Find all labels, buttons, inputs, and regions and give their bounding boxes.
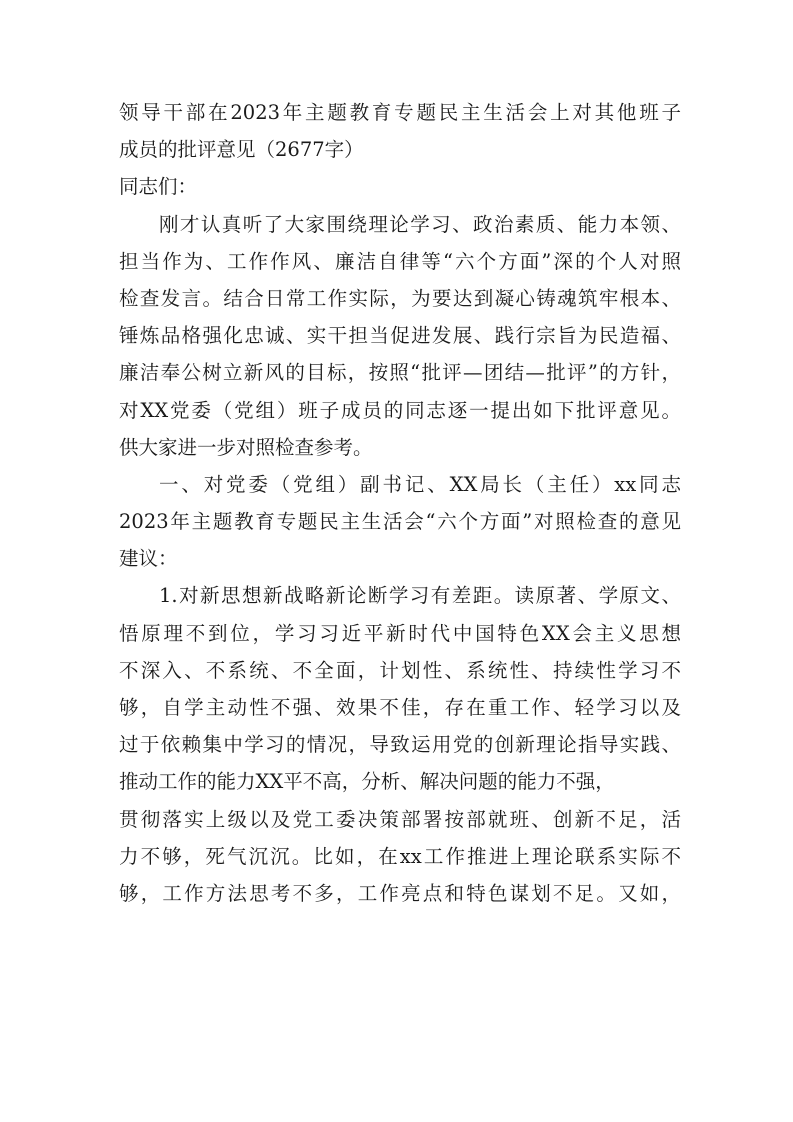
title-line-2: 成员的批评意见（2677字） xyxy=(119,138,364,162)
paragraph-line: 对XX党委（党组）班子成员的同志逐一提出如下批评意见。 xyxy=(119,398,681,422)
paragraph-line: 够，工作方法思考不多，工作亮点和特色谋划不足。又如， xyxy=(119,881,681,905)
paragraph-line: 贯彻落实上级以及党工委决策部署按部就班、创新不足，活 xyxy=(119,807,681,831)
paragraph-line: 2023年主题教育专题民主生活会“六个方面”对照检查的意见 xyxy=(119,510,681,534)
paragraph-item-1 xyxy=(119,577,681,912)
section-heading-1 xyxy=(119,466,681,578)
paragraph-line: 推动工作的能力XX平不高，分析、解决问题的能力不强， xyxy=(119,770,615,794)
paragraph-line: 刚才认真听了大家围绕理论学习、政治素质、能力本领、 xyxy=(159,212,681,236)
paragraph-intro xyxy=(119,206,681,466)
paragraph-line: 力不够，死气沉沉。比如，在xx工作推进上理论联系实际不 xyxy=(119,844,681,868)
paragraph-line: 够，自学主动性不强、效果不佳，存在重工作、轻学习以及 xyxy=(119,696,681,719)
salutation: 同志们： xyxy=(119,175,198,199)
paragraph-line: 担当作为、工作作风、廉洁自律等“六个方面”深的个人对照 xyxy=(119,249,681,273)
paragraph-line: 锤炼品格强化忠诚、实干担当促进发展、践行宗旨为民造福、 xyxy=(119,324,681,348)
paragraph-line: 过于依赖集中学习的情况，导致运用党的创新理论指导实践、 xyxy=(119,733,681,757)
paragraph-line: 悟原理不到位，学习习近平新时代中国特色XX会主义思想 xyxy=(119,621,681,645)
document-body xyxy=(119,94,681,912)
paragraph-line: 不深入、不系统、不全面，计划性、系统性、持续性学习不 xyxy=(119,658,681,682)
paragraph-line: 一、对党委（党组）副书记、XX局长（主任）xx同志 xyxy=(159,472,681,496)
paragraph-line: 廉洁奉公树立新风的目标，按照“批评—团结—批评”的方针， xyxy=(119,361,681,385)
paragraph-line: 1.对新思想新战略新论断学习有差距。读原著、学原文、 xyxy=(159,584,681,608)
paragraph-line: 检查发言。结合日常工作实际，为要达到凝心铸魂筑牢根本、 xyxy=(119,286,681,310)
paragraph-line: 供大家进一步对照检查参考。 xyxy=(119,435,373,459)
paragraph-line: 建议： xyxy=(119,547,178,571)
title-line-1: 领导干部在2023年主题教育专题民主生活会上对其他班子 xyxy=(119,101,681,124)
